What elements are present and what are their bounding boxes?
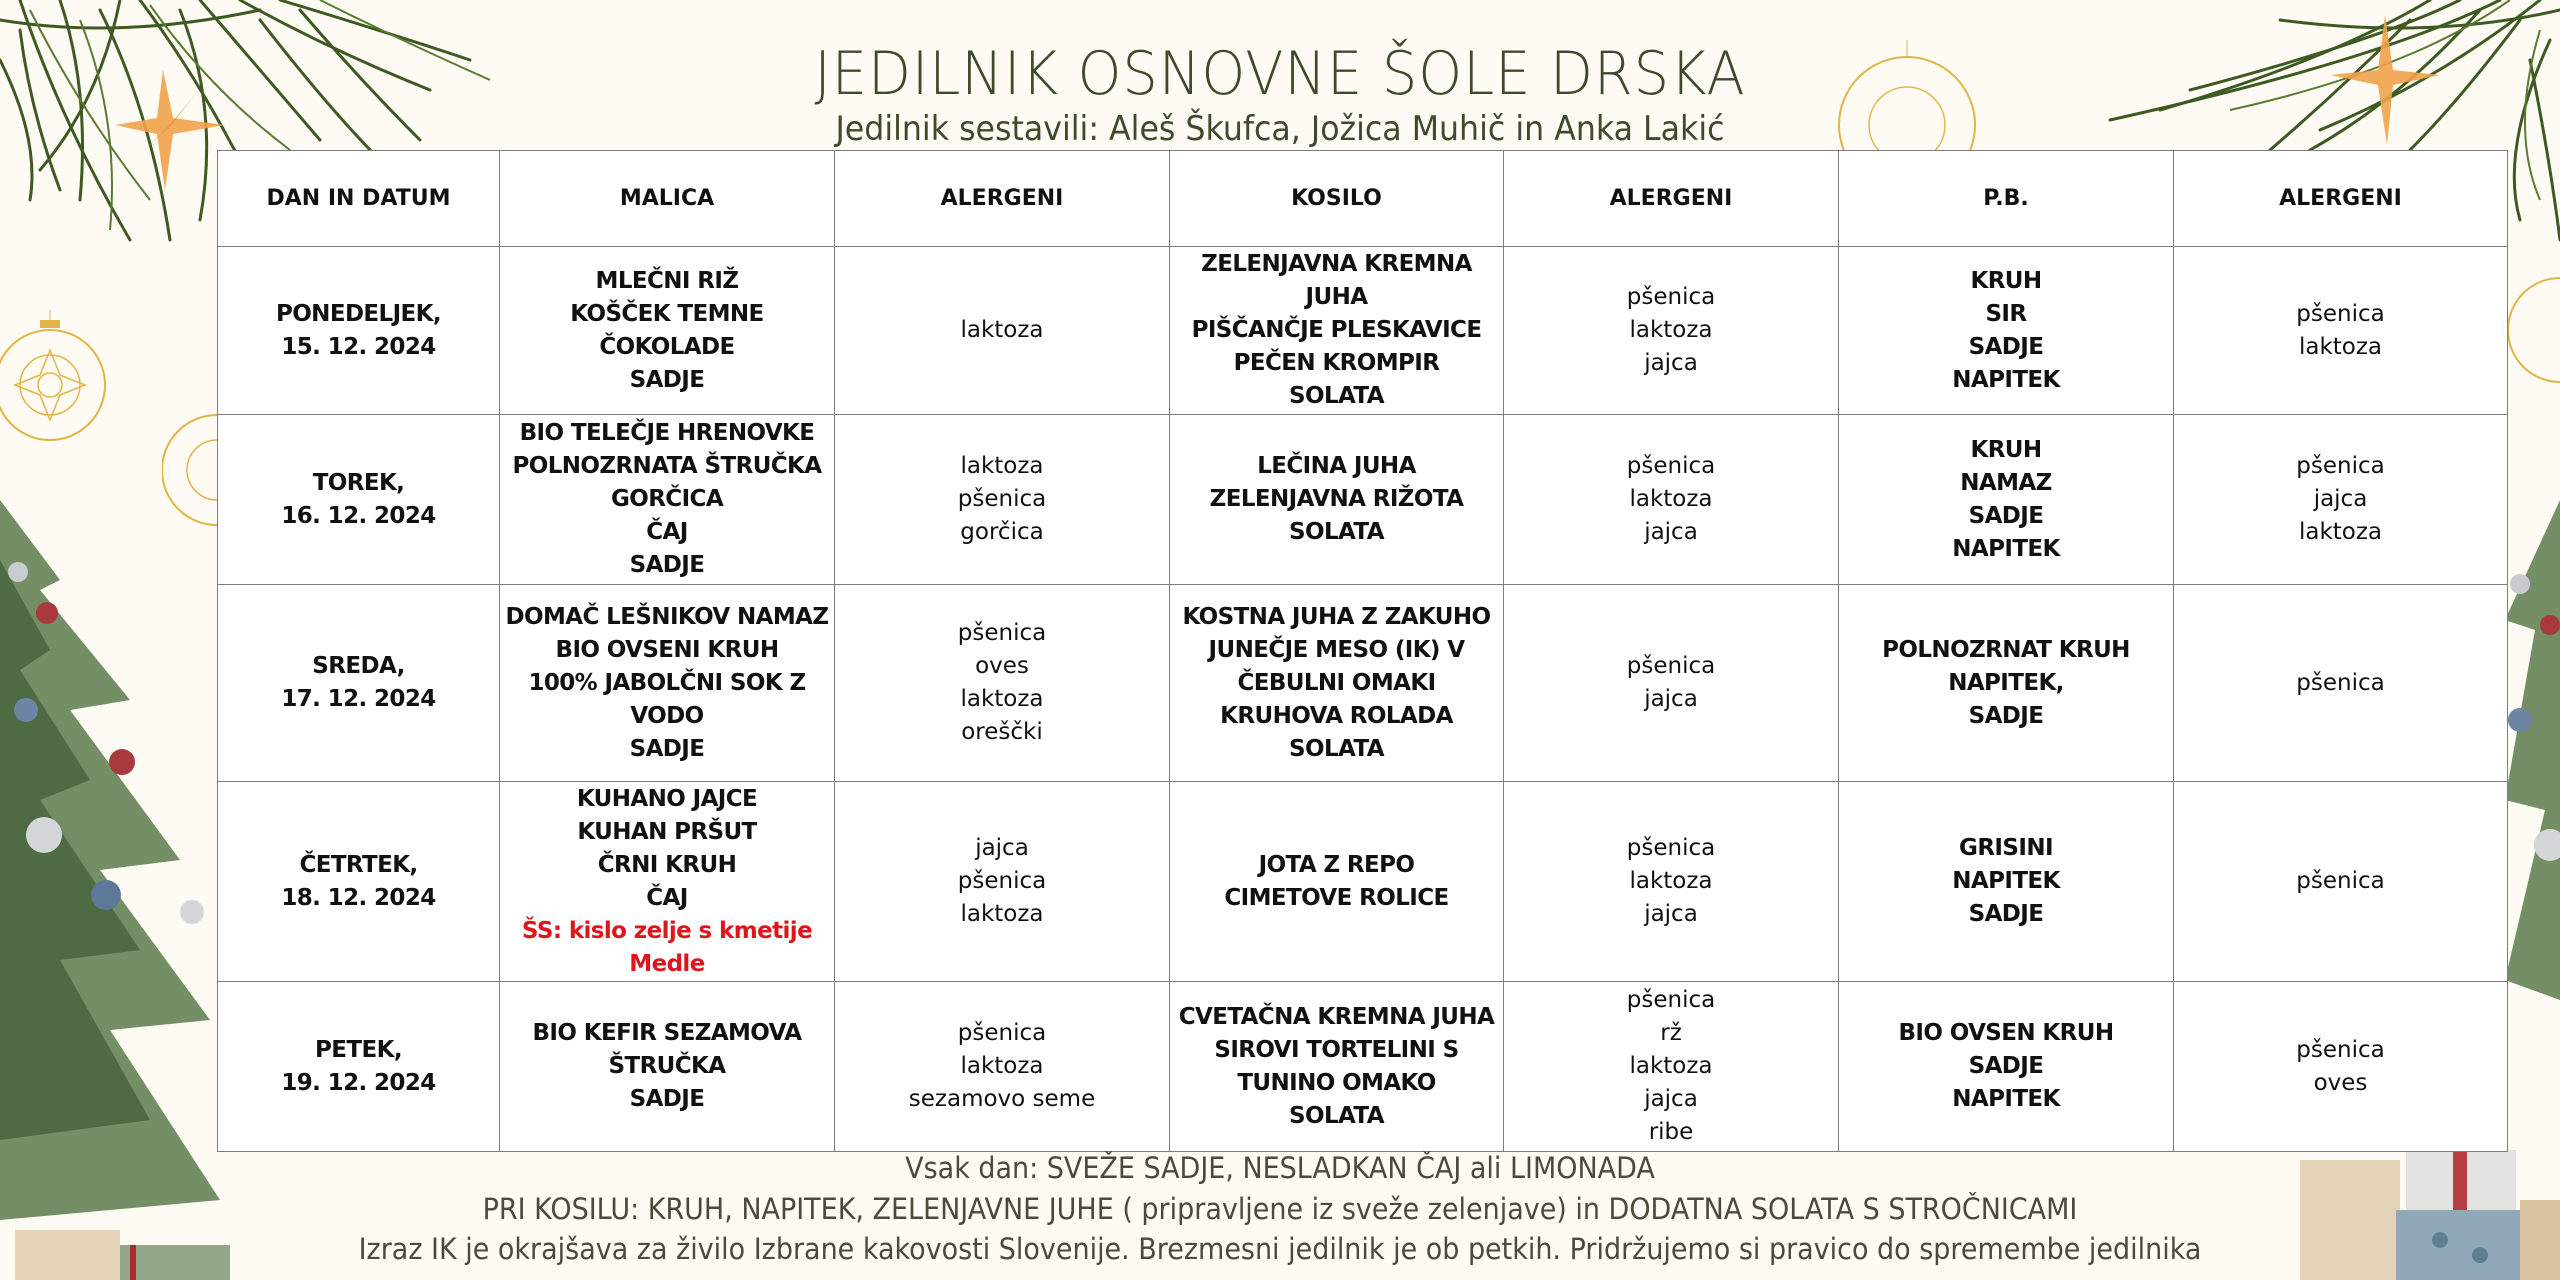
allergen-item: rž [1660, 1020, 1682, 1046]
gold-bauble-icon [162, 400, 222, 540]
pb-allergens-cell [2174, 782, 2508, 982]
menu-item: SOLATA [1289, 519, 1384, 545]
allergen-item: laktoza [2298, 333, 2383, 360]
menu-item: POLNOZRNAT KRUH [1882, 636, 2130, 663]
day-date: 16. 12. 2024 [281, 502, 436, 529]
kosilo-cell [1170, 982, 1504, 1152]
allergen-item: laktoza [1629, 1053, 1713, 1079]
allergen-item: oves [975, 653, 1029, 679]
day-date: 19. 12. 2024 [281, 1069, 436, 1096]
malica-allergens-cell [835, 782, 1170, 982]
menu-item: SOLATA [1289, 735, 1384, 762]
menu-item: ČAJ [646, 519, 688, 545]
day-name: ČETRTEK, [299, 851, 418, 878]
malica-allergens-cell [835, 982, 1170, 1152]
menu-item: SADJE [629, 735, 705, 762]
allergen-item: pšenica [1626, 284, 1716, 310]
pb-cell [1839, 415, 2174, 585]
day-date: 18. 12. 2024 [281, 884, 436, 911]
menu-item: NAMAZ [1960, 469, 2052, 496]
menu-item: POLNOZRNATA ŠTRUČKA [512, 453, 822, 479]
pb-cell [1839, 982, 2174, 1152]
allergen-item: pšenica [1626, 987, 1716, 1013]
column-header-pb: P.B. [1839, 151, 2174, 247]
column-header-pb-alergeni: ALERGENI [2174, 151, 2508, 247]
menu-item: KRUHOVA ROLADA [1220, 702, 1453, 729]
day-cell [218, 415, 500, 585]
menu-item: GORČICA [610, 486, 724, 512]
allergen-item: jajca [2313, 486, 2368, 512]
christmas-tree-right-icon [2505, 500, 2560, 1200]
footer-lunch-note: PRI KOSILU: KRUH, NAPITEK, ZELENJAVNE JUHE ( pripravljene iz sveže zelenjave) in DODATNA SOLATA S STROČNICAMI [482, 1192, 2078, 1226]
malica-cell [500, 782, 835, 982]
malica-allergens-cell [835, 585, 1170, 782]
menu-item: SADJE [1968, 1053, 2044, 1079]
menu-item: BIO OVSEN KRUH [1898, 1020, 2114, 1046]
day-name: SREDA, [312, 653, 405, 679]
table-row [218, 982, 2508, 1152]
table-row [218, 415, 2508, 585]
special-note: ŠS: kislo zelje s kmetije [521, 917, 813, 944]
table-header-row [218, 151, 2508, 247]
menu-item: ČRNI KRUH [597, 851, 737, 878]
day-cell [218, 247, 500, 415]
day-name: PETEK, [315, 1036, 402, 1063]
malica-cell [500, 247, 835, 415]
pb-cell [1839, 247, 2174, 415]
menu-item: GRISINI [1959, 835, 2053, 861]
menu-item: CIMETOVE ROLICE [1224, 884, 1449, 911]
malica-allergens-cell [835, 247, 1170, 415]
allergen-item: ribe [1648, 1119, 1694, 1145]
menu-item: SADJE [629, 1086, 705, 1112]
kosilo-allergens-cell [1504, 982, 1839, 1152]
menu-item: TUNINO OMAKO [1237, 1069, 1436, 1096]
allergen-item: sezamovo seme [908, 1086, 1096, 1112]
allergen-item: laktoza [2298, 519, 2383, 545]
allergen-item: jajca [1644, 1086, 1698, 1112]
allergen-item: pšenica [957, 620, 1047, 646]
pb-allergens-cell [2174, 585, 2508, 782]
page-title: JEDILNIK OSNOVNE ŠOLE DRSKA [814, 39, 1746, 109]
allergen-item: jajca [1644, 519, 1698, 545]
table-row [218, 782, 2508, 982]
allergen-item: pšenica [2296, 1036, 2385, 1063]
day-name: TOREK, [312, 469, 405, 496]
menu-item: ŠTRUČKA [608, 1053, 726, 1079]
menu-item: SOLATA [1289, 383, 1384, 409]
day-name: PONEDELJEK, [275, 300, 442, 327]
menu-item: KOSTNA JUHA Z ZAKUHO [1182, 603, 1491, 630]
menu-item: BIO OVSENI KRUH [555, 636, 779, 663]
allergen-item: pšenica [957, 486, 1047, 512]
menu-item: KOŠČEK TEMNE ČOKOLADE [570, 300, 764, 360]
kosilo-cell [1170, 415, 1504, 585]
allergen-item: oreščki [961, 719, 1043, 745]
allergen-item: pšenica [2296, 453, 2385, 479]
menu-item: CVETAČNA KREMNA JUHA [1178, 1003, 1495, 1030]
menu-item: BIO KEFIR SEZAMOVA [532, 1020, 802, 1046]
allergen-item: pšenica [957, 1020, 1047, 1046]
menu-item: NAPITEK [1952, 868, 2060, 894]
menu-item: NAPITEK [1952, 535, 2060, 562]
allergen-item: pšenica [2296, 669, 2385, 696]
menu-item: LEČINA JUHA [1257, 453, 1416, 479]
menu-item: NAPITEK, [1948, 669, 2064, 696]
menu-item: SADJE [1968, 333, 2044, 360]
column-header-kosilo: KOSILO [1170, 151, 1504, 247]
allergen-item: laktoza [960, 453, 1044, 479]
pb-cell [1839, 782, 2174, 982]
allergen-item: pšenica [2296, 868, 2385, 894]
menu-item: ČAJ [646, 884, 688, 911]
menu-table-body [218, 247, 2508, 1152]
menu-item: NAPITEK [1952, 1086, 2060, 1112]
allergen-item: pšenica [1626, 653, 1716, 679]
allergen-item: laktoza [1629, 317, 1713, 343]
malica-cell [500, 415, 835, 585]
kosilo-cell [1170, 782, 1504, 982]
kosilo-cell [1170, 585, 1504, 782]
menu-item: VODO [630, 702, 704, 729]
menu-item: SADJE [629, 366, 705, 393]
menu-item: KRUH [1970, 436, 2042, 463]
day-cell [218, 982, 500, 1152]
kosilo-allergens-cell [1504, 247, 1839, 415]
allergen-item: jajca [1644, 350, 1698, 376]
malica-cell [500, 585, 835, 782]
pb-allergens-cell [2174, 247, 2508, 415]
menu-item: SADJE [1968, 702, 2044, 729]
menu-item: JUNEČJE MESO (IK) V [1208, 636, 1465, 663]
day-cell [218, 585, 500, 782]
menu-table [217, 150, 2508, 1152]
column-header-malica: MALICA [500, 151, 835, 247]
page-subtitle: Jedilnik sestavili: Aleš Škufca, Jožica Muhič in Anka Lakić [835, 109, 1725, 149]
allergen-item: jajca [1644, 901, 1698, 927]
pb-allergens-cell [2174, 415, 2508, 585]
special-note: Medle [629, 950, 705, 977]
column-header-malica-alergeni: ALERGENI [835, 151, 1170, 247]
menu-item: KUHAN PRŠUT [577, 818, 757, 845]
day-date: 15. 12. 2024 [281, 333, 436, 360]
kosilo-allergens-cell [1504, 415, 1839, 585]
malica-cell [500, 982, 835, 1152]
allergen-item: laktoza [960, 1053, 1044, 1079]
menu-item: ČEBULNI OMAKI [1237, 669, 1436, 696]
allergen-item: laktoza [960, 901, 1044, 927]
allergen-item: gorčica [960, 519, 1044, 545]
allergen-item: oves [2313, 1069, 2368, 1096]
allergen-item: pšenica [957, 868, 1047, 894]
day-date: 17. 12. 2024 [281, 686, 436, 712]
menu-item: SOLATA [1289, 1102, 1384, 1129]
menu-item: MLEČNI RIŽ [595, 267, 739, 294]
footer-disclaimer: Izraz IK je okrajšava za živilo Izbrane kakovosti Slovenije. Brezmesni jedilnik je ob petkih. Pridržujemo si pravico do spremembe jedilnika [358, 1232, 2202, 1266]
allergen-item: pšenica [1626, 453, 1716, 479]
menu-item: ZELENJAVNA RIŽOTA [1209, 486, 1464, 512]
kosilo-allergens-cell [1504, 585, 1839, 782]
allergen-item: jajca [1644, 686, 1698, 712]
malica-allergens-cell [835, 415, 1170, 585]
table-row [218, 585, 2508, 782]
menu-item: DOMAČ LEŠNIKOV NAMAZ [505, 603, 829, 630]
pb-allergens-cell [2174, 982, 2508, 1152]
allergen-item: pšenica [2296, 300, 2385, 327]
menu-item: SADJE [1968, 901, 2044, 927]
day-cell [218, 782, 500, 982]
menu-item: ZELENJAVNA KREMNA JUHA [1201, 251, 1472, 310]
kosilo-cell [1170, 247, 1504, 415]
kosilo-allergens-cell [1504, 782, 1839, 982]
menu-item: BIO TELEČJE HRENOVKE [519, 420, 815, 446]
column-header-day: DAN IN DATUM [218, 151, 500, 247]
menu-item: NAPITEK [1952, 366, 2060, 393]
menu-item: SIROVI TORTELINI S [1214, 1036, 1459, 1063]
menu-item: SIR [1985, 300, 2027, 327]
allergen-item: laktoza [960, 686, 1044, 712]
allergen-item: jajca [975, 835, 1029, 861]
menu-item: SADJE [1968, 502, 2044, 529]
gold-bauble-icon [0, 310, 110, 450]
menu-item: KUHANO JAJCE [576, 785, 758, 812]
menu-item: SADJE [629, 552, 705, 578]
menu-item: PIŠČANČJE PLESKAVICE [1191, 317, 1482, 343]
menu-item: 100% JABOLČNI SOK Z [528, 669, 806, 696]
column-header-kosilo-alergeni: ALERGENI [1504, 151, 1839, 247]
pb-cell [1839, 585, 2174, 782]
allergen-item: laktoza [1629, 486, 1713, 512]
allergen-item: laktoza [960, 317, 1044, 343]
table-row [218, 247, 2508, 415]
gold-bauble-icon [2505, 260, 2560, 400]
menu-item: JOTA Z REPO [1258, 851, 1415, 878]
allergen-item: pšenica [1626, 835, 1716, 861]
menu-item: KRUH [1970, 267, 2042, 294]
footer-daily-note: Vsak dan: SVEŽE SADJE, NESLADKAN ČAJ ali LIMONADA [905, 1151, 1655, 1185]
allergen-item: laktoza [1629, 868, 1713, 894]
menu-item: PEČEN KROMPIR [1233, 350, 1440, 376]
